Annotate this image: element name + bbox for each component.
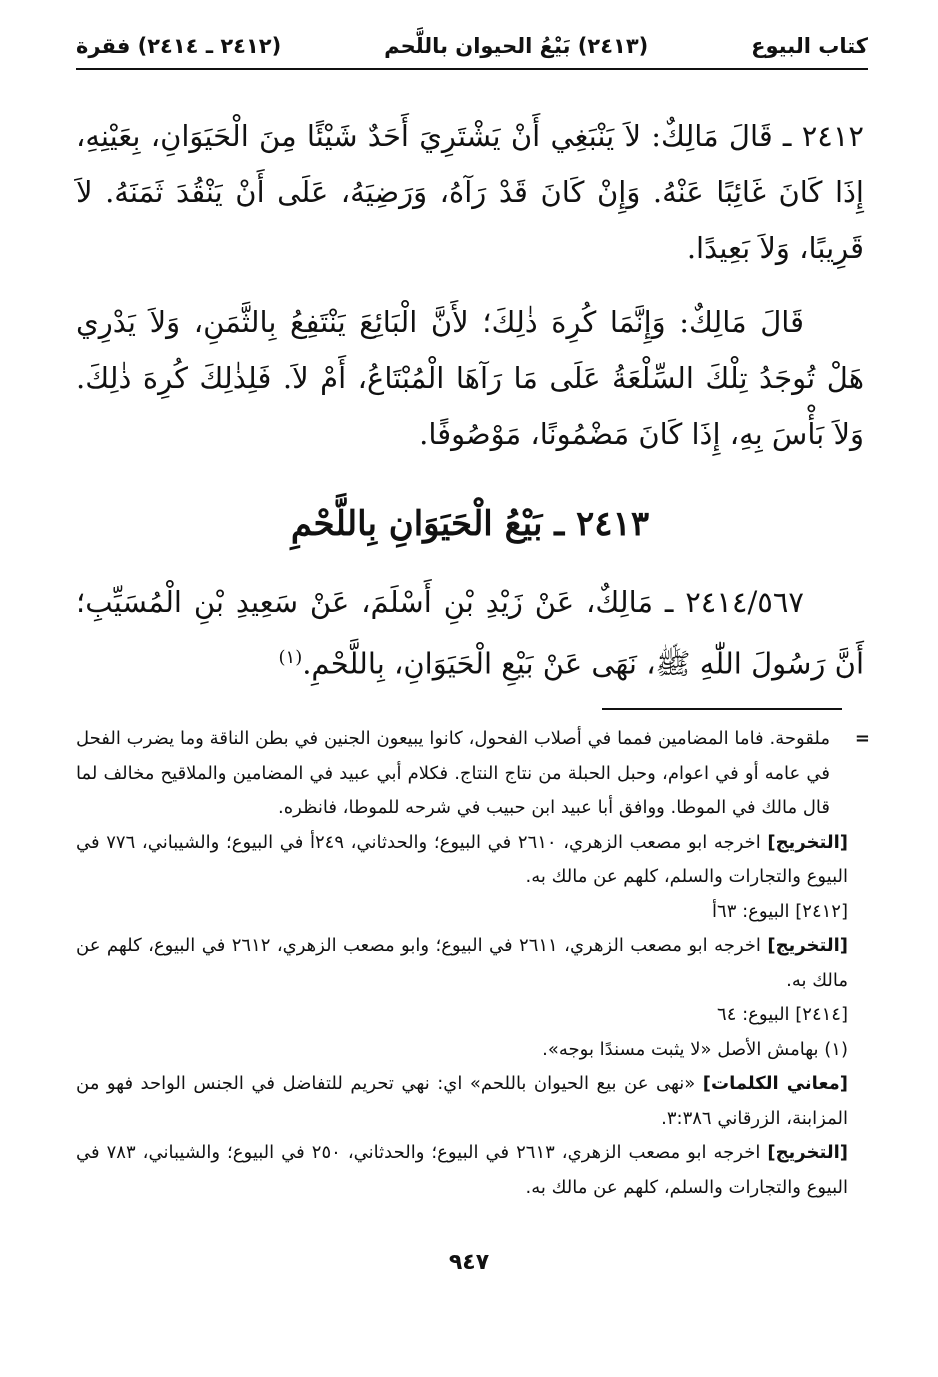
footnote-continuation-text: ملقوحة. فاما المضامين فمما في أصلاب الفحول، كانوا يبيعون الجنين في بطن الناقة وما يضرب الفحل في عامه أو في اعوام، وحبل الحبلة من نتاج النتاج. فكلام أبي عبيد في المضامين والملاقيح مخالف لما قال مالك في الموطا. ووافق أبا عبيد ابن حبيب في شرحه للموطا، فانظره. bbox=[76, 728, 830, 818]
chapter-heading: ٢٤١٣ ـ بَيْعُ الْحَيَوَانِ بِاللَّحْمِ bbox=[290, 504, 650, 544]
takhrij-2412 bbox=[76, 929, 848, 998]
hadith-2414 bbox=[76, 574, 864, 692]
takhrij-2411 bbox=[76, 826, 848, 895]
footnote-marker: (١) bbox=[278, 647, 303, 668]
takhrij-label: [التخريج] bbox=[767, 935, 848, 956]
reference-2414: [٢٤١٤] البيوع: ٦٤ bbox=[717, 1004, 848, 1025]
footnote-continuation bbox=[76, 722, 870, 826]
header-paragraph-range: (٢٤١٢ ـ ٢٤١٤) فقرة bbox=[76, 34, 282, 58]
word-meanings bbox=[76, 1067, 848, 1136]
main-text bbox=[76, 108, 864, 462]
word-meanings-label: [معاني الكلمات] bbox=[702, 1073, 848, 1094]
hadith-block bbox=[76, 574, 864, 692]
page-number: ٩٤٧ bbox=[448, 1250, 490, 1275]
paragraph-malik-commentary: قَالَ مَالِكٌ: وَإِنَّمَا كُرِهَ ذٰلِكَ؛ لأَنَّ الْبَائِعَ يَنْتَفِعُ بِالثَّمَنِ، وَلاَ يَدْرِي هَلْ تُوجَدُ تِلْكَ السِّلْعَةُ عَلَى مَا رَآهَا الْمُبْتَاعُ، أَمْ لاَ. فَلِذٰلِكَ كُرِهَ ذٰلِكَ. وَلاَ بَأْسَ بِهِ، إِذَا كَانَ مَضْمُونًا، مَوْصُوفًا. bbox=[76, 305, 864, 451]
paragraph-2412: ٢٤١٢ ـ قَالَ مَالِكٌ: لاَ يَنْبَغِي أَنْ يَشْتَرِيَ أَحَدٌ شَيْئًا مِنَ الْحَيَوَانِ، بِعَيْنِهِ، إِذَا كَانَ غَائِبًا عَنْهُ. وَإِنْ كَانَ قَدْ رَآهُ، وَرَضِيَهُ، عَلَى أَنْ يَنْقُدَ ثَمَنَهُ. لاَ قَرِيبًا، وَلاَ بَعِيدًا. bbox=[76, 119, 864, 265]
header-book-title: كتاب البيوع bbox=[751, 34, 868, 58]
takhrij-text: اخرجه ابو مصعب الزهري، ٢٦١٠ في البيوع؛ والحدثاني، ٢٤٩أ في البيوع؛ والشيباني، ٧٧٦ في البيوع والتجارات والسلم، كلهم عن مالك به. bbox=[76, 831, 848, 887]
takhrij-label: [التخريج] bbox=[767, 831, 848, 853]
takhrij-2414 bbox=[76, 1136, 848, 1205]
hadith-text: ٢٤١٤/٥٦٧ ـ مَالِكٌ، عَنْ زَيْدِ بْنِ أَسْلَمَ، عَنْ سَعِيدِ بْنِ الْمُسَيِّبِ؛ أَنَّ رَسُولَ اللّٰهِ ﷺ، نَهَى عَنْ بَيْعِ الْحَيَوَانِ، بِاللَّحْمِ. bbox=[76, 585, 864, 681]
footnote-separator bbox=[602, 708, 842, 710]
header-chapter-title: (٢٤١٣) بَيْعُ الحيوان باللَّحم bbox=[384, 34, 649, 58]
footnote-1: (١) بهامش الأصل «لا يثبت مسندًا بوجه». bbox=[542, 1038, 848, 1060]
footnotes-section bbox=[76, 722, 870, 1205]
running-header bbox=[76, 24, 868, 70]
continuation-marker: = bbox=[854, 728, 870, 749]
reference-2412: [٢٤١٢] البيوع: ٦٣أ bbox=[712, 900, 848, 922]
takhrij-text: اخرجه ابو مصعب الزهري، ٢٦١١ في البيوع؛ وابو مصعب الزهري، ٢٦١٢ في البيوع، كلهم عن مالك به. bbox=[76, 935, 848, 991]
takhrij-text: اخرجه ابو مصعب الزهري، ٢٦١٣ في البيوع؛ والحدثاني، ٢٥٠ في البيوع؛ والشيباني، ٧٨٣ في البيوع والتجارات والسلم، كلهم عن مالك به. bbox=[76, 1142, 848, 1198]
takhrij-label: [التخريج] bbox=[767, 1142, 848, 1163]
word-meanings-text: «نهى عن بيع الحيوان باللحم» اي: نهي تحريم للتفاضل في الجنس الواحد فهو من المزابنة، الزرقاني ٣:٣٨٦. bbox=[76, 1073, 848, 1129]
